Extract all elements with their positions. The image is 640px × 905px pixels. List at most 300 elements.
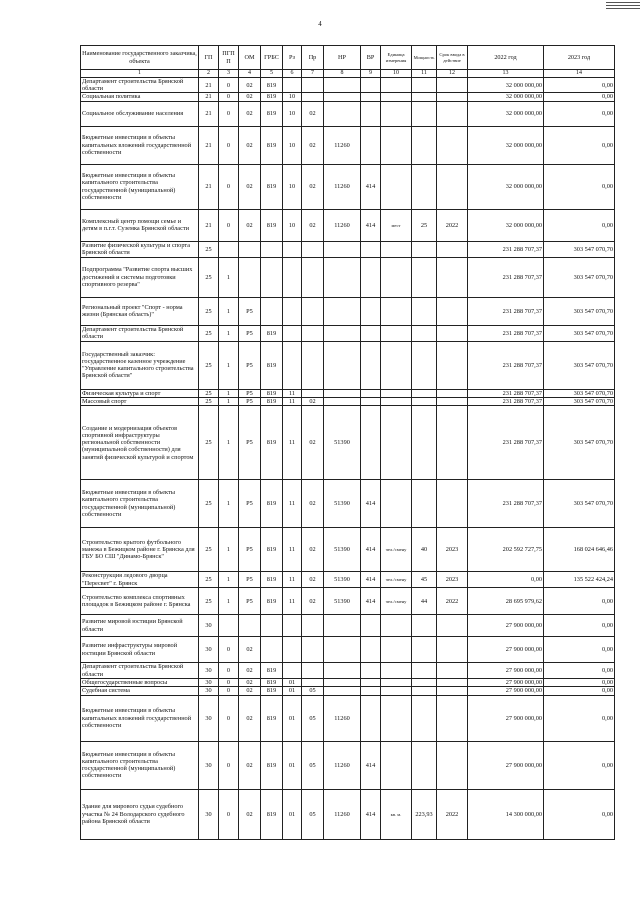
cell-nr: 51390 — [324, 406, 361, 480]
cell-term — [437, 78, 468, 93]
cell-unit — [381, 679, 412, 687]
cell-vr: 414 — [361, 480, 381, 528]
column-number: 12 — [437, 70, 468, 78]
cell-pr: 05 — [302, 687, 324, 695]
cell-term — [437, 101, 468, 126]
header-term: Срок ввода в действие — [437, 46, 468, 70]
table-row — [81, 528, 615, 572]
cell-om: P5 — [239, 389, 261, 397]
cell-pgp: 1 — [219, 397, 239, 405]
cell-pr — [302, 615, 324, 637]
cell-capacity — [412, 164, 437, 209]
cell-om: P5 — [239, 572, 261, 588]
cell-om: 02 — [239, 741, 261, 789]
cell-unit — [381, 687, 412, 695]
table-row — [81, 406, 615, 480]
cell-grbs: 819 — [261, 78, 283, 93]
header-nr: НР — [324, 46, 361, 70]
cell-2023: 0,00 — [544, 101, 615, 126]
cell-om: P5 — [239, 406, 261, 480]
column-number-row — [81, 70, 615, 78]
cell-name: Бюджетные инвестиции в объекты капитальных вложений государственной собственности — [81, 695, 199, 741]
cell-pgp: 1 — [219, 257, 239, 297]
cell-unit — [381, 663, 412, 679]
table-row — [81, 164, 615, 209]
table-row — [81, 389, 615, 397]
cell-capacity — [412, 615, 437, 637]
cell-capacity — [412, 406, 437, 480]
column-number: 2 — [199, 70, 219, 78]
cell-grbs: 819 — [261, 528, 283, 572]
cell-2023: 0,00 — [544, 78, 615, 93]
cell-pr: 02 — [302, 406, 324, 480]
cell-vr — [361, 78, 381, 93]
cell-grbs: 819 — [261, 397, 283, 405]
cell-pr — [302, 679, 324, 687]
cell-om: 02 — [239, 78, 261, 93]
cell-unit — [381, 164, 412, 209]
cell-name: Бюджетные инвестиции в объекты капитального строительства государственной (муниципальной) собственности — [81, 741, 199, 789]
cell-pgp: 1 — [219, 325, 239, 341]
cell-nr — [324, 257, 361, 297]
column-number: 14 — [544, 70, 615, 78]
cell-term: 2022 — [437, 209, 468, 241]
cell-unit: мест — [381, 209, 412, 241]
cell-nr — [324, 297, 361, 325]
cell-om: 02 — [239, 93, 261, 101]
table-row — [81, 341, 615, 389]
cell-capacity: 44 — [412, 588, 437, 615]
cell-grbs: 819 — [261, 741, 283, 789]
cell-unit — [381, 126, 412, 164]
cell-gp: 21 — [199, 164, 219, 209]
cell-term: 2022 — [437, 588, 468, 615]
cell-name: Физическая культура и спорт — [81, 389, 199, 397]
cell-pr — [302, 241, 324, 257]
cell-grbs: 819 — [261, 101, 283, 126]
cell-capacity: 223,93 — [412, 789, 437, 839]
column-number: 1 — [81, 70, 199, 78]
cell-grbs: 819 — [261, 406, 283, 480]
cell-term — [437, 679, 468, 687]
cell-vr: 414 — [361, 741, 381, 789]
cell-pr: 02 — [302, 101, 324, 126]
cell-term — [437, 687, 468, 695]
column-number: 3 — [219, 70, 239, 78]
cell-vr — [361, 679, 381, 687]
cell-rz: 10 — [283, 101, 302, 126]
cell-rz: 10 — [283, 126, 302, 164]
cell-name: Социальная политика — [81, 93, 199, 101]
cell-pr — [302, 257, 324, 297]
cell-capacity — [412, 741, 437, 789]
cell-vr — [361, 389, 381, 397]
cell-name: Здание для мирового судьи судебного участка № 24 Володарского судебного района Брянской области — [81, 789, 199, 839]
cell-nr: 11260 — [324, 164, 361, 209]
cell-2022: 27 900 000,00 — [468, 679, 544, 687]
cell-2023: 0,00 — [544, 164, 615, 209]
table-row — [81, 397, 615, 405]
cell-rz: 11 — [283, 480, 302, 528]
cell-pgp: 0 — [219, 209, 239, 241]
cell-grbs: 819 — [261, 480, 283, 528]
cell-2023: 0,00 — [544, 741, 615, 789]
cell-om: P5 — [239, 480, 261, 528]
table-row — [81, 687, 615, 695]
cell-pgp: 1 — [219, 572, 239, 588]
cell-grbs: 819 — [261, 588, 283, 615]
cell-pgp: 0 — [219, 789, 239, 839]
header-name: Наименование государственного заказчика, объекта — [81, 46, 199, 70]
cell-nr — [324, 101, 361, 126]
cell-om: 02 — [239, 126, 261, 164]
cell-unit — [381, 257, 412, 297]
cell-gp: 21 — [199, 126, 219, 164]
cell-om: 02 — [239, 679, 261, 687]
cell-unit: кв. м. — [381, 789, 412, 839]
cell-unit: чел./смену — [381, 588, 412, 615]
cell-pgp: 1 — [219, 528, 239, 572]
table-row — [81, 209, 615, 241]
cell-name: Бюджетные инвестиции в объекты капитального строительства государственной (муниципальной) собственности — [81, 480, 199, 528]
cell-om: P5 — [239, 397, 261, 405]
cell-gp: 21 — [199, 209, 219, 241]
cell-term — [437, 325, 468, 341]
cell-capacity — [412, 241, 437, 257]
cell-pgp: 1 — [219, 480, 239, 528]
cell-capacity: 40 — [412, 528, 437, 572]
cell-capacity — [412, 695, 437, 741]
header-capacity: Мощность — [412, 46, 437, 70]
cell-gp: 21 — [199, 93, 219, 101]
cell-grbs: 819 — [261, 93, 283, 101]
cell-rz — [283, 257, 302, 297]
cell-vr: 414 — [361, 789, 381, 839]
cell-term — [437, 241, 468, 257]
cell-2022: 27 900 000,00 — [468, 741, 544, 789]
cell-gp: 30 — [199, 615, 219, 637]
cell-pr: 02 — [302, 397, 324, 405]
cell-om: 02 — [239, 789, 261, 839]
cell-rz — [283, 341, 302, 389]
cell-term: 2023 — [437, 572, 468, 588]
cell-unit — [381, 480, 412, 528]
cell-2022: 231 288 707,37 — [468, 389, 544, 397]
cell-vr — [361, 325, 381, 341]
cell-unit — [381, 241, 412, 257]
cell-pgp — [219, 241, 239, 257]
cell-2023: 0,00 — [544, 637, 615, 663]
cell-vr: 414 — [361, 572, 381, 588]
cell-pgp — [219, 615, 239, 637]
cell-pgp: 0 — [219, 93, 239, 101]
cell-gp: 25 — [199, 397, 219, 405]
cell-2023: 135 522 424,24 — [544, 572, 615, 588]
cell-2022: 32 000 000,00 — [468, 164, 544, 209]
table-row — [81, 297, 615, 325]
cell-grbs — [261, 257, 283, 297]
table-row — [81, 572, 615, 588]
column-number: 6 — [283, 70, 302, 78]
cell-om — [239, 241, 261, 257]
cell-unit — [381, 93, 412, 101]
cell-unit — [381, 397, 412, 405]
cell-nr — [324, 389, 361, 397]
header-pr: Пр — [302, 46, 324, 70]
cell-name: Судебная система — [81, 687, 199, 695]
cell-nr: 11260 — [324, 695, 361, 741]
cell-grbs — [261, 615, 283, 637]
cell-term — [437, 637, 468, 663]
cell-2022: 231 288 707,37 — [468, 297, 544, 325]
cell-gp: 25 — [199, 241, 219, 257]
cell-2022: 27 900 000,00 — [468, 663, 544, 679]
cell-pgp: 0 — [219, 741, 239, 789]
table-row — [81, 679, 615, 687]
cell-name: Департамент строительства Брянской области — [81, 78, 199, 93]
cell-om — [239, 615, 261, 637]
cell-om: P5 — [239, 588, 261, 615]
cell-name: Социальное обслуживание населения — [81, 101, 199, 126]
column-number: 8 — [324, 70, 361, 78]
cell-nr — [324, 615, 361, 637]
cell-term — [437, 741, 468, 789]
cell-capacity — [412, 389, 437, 397]
cell-nr — [324, 78, 361, 93]
cell-grbs: 819 — [261, 687, 283, 695]
cell-rz: 10 — [283, 209, 302, 241]
cell-nr — [324, 341, 361, 389]
cell-rz — [283, 615, 302, 637]
cell-vr — [361, 663, 381, 679]
cell-term — [437, 695, 468, 741]
cell-om: 02 — [239, 687, 261, 695]
cell-2023: 303 547 070,70 — [544, 257, 615, 297]
cell-term: 2023 — [437, 528, 468, 572]
cell-term — [437, 257, 468, 297]
cell-term — [437, 341, 468, 389]
cell-grbs: 819 — [261, 695, 283, 741]
cell-om — [239, 257, 261, 297]
cell-rz: 11 — [283, 572, 302, 588]
cell-2022: 27 900 000,00 — [468, 615, 544, 637]
cell-gp: 25 — [199, 341, 219, 389]
cell-vr — [361, 101, 381, 126]
cell-name: Департамент строительства Брянской области — [81, 325, 199, 341]
cell-capacity — [412, 78, 437, 93]
cell-grbs: 819 — [261, 341, 283, 389]
table-row — [81, 637, 615, 663]
cell-capacity — [412, 257, 437, 297]
cell-rz — [283, 637, 302, 663]
cell-vr: 414 — [361, 588, 381, 615]
cell-nr — [324, 325, 361, 341]
cell-gp: 30 — [199, 637, 219, 663]
cell-2023: 0,00 — [544, 663, 615, 679]
cell-unit — [381, 341, 412, 389]
cell-rz: 01 — [283, 679, 302, 687]
cell-rz — [283, 297, 302, 325]
cell-2023: 303 547 070,70 — [544, 341, 615, 389]
cell-unit — [381, 741, 412, 789]
cell-2022: 202 592 727,75 — [468, 528, 544, 572]
cell-pr: 02 — [302, 126, 324, 164]
cell-2022: 27 900 000,00 — [468, 637, 544, 663]
column-number: 10 — [381, 70, 412, 78]
cell-nr: 11260 — [324, 741, 361, 789]
header-grbs: ГРБС — [261, 46, 283, 70]
cell-pr — [302, 325, 324, 341]
cell-om: 02 — [239, 164, 261, 209]
cell-pgp: 0 — [219, 637, 239, 663]
column-number: 5 — [261, 70, 283, 78]
cell-2022: 28 695 979,62 — [468, 588, 544, 615]
cell-nr — [324, 679, 361, 687]
column-number: 4 — [239, 70, 261, 78]
cell-vr — [361, 637, 381, 663]
cell-2023: 0,00 — [544, 126, 615, 164]
cell-gp: 30 — [199, 741, 219, 789]
header-row — [81, 46, 615, 70]
cell-grbs: 819 — [261, 126, 283, 164]
cell-nr: 11260 — [324, 209, 361, 241]
cell-pr — [302, 389, 324, 397]
cell-term — [437, 615, 468, 637]
cell-unit — [381, 637, 412, 663]
cell-term — [437, 93, 468, 101]
cell-name: Массовый спорт — [81, 397, 199, 405]
cell-vr — [361, 297, 381, 325]
cell-pr — [302, 341, 324, 389]
cell-vr — [361, 93, 381, 101]
cell-2022: 32 000 000,00 — [468, 209, 544, 241]
cell-rz: 01 — [283, 687, 302, 695]
cell-pr — [302, 663, 324, 679]
cell-pgp: 1 — [219, 341, 239, 389]
cell-om: P5 — [239, 528, 261, 572]
cell-gp: 30 — [199, 789, 219, 839]
cell-grbs: 819 — [261, 209, 283, 241]
cell-unit — [381, 78, 412, 93]
cell-2023: 0,00 — [544, 679, 615, 687]
cell-gp: 25 — [199, 389, 219, 397]
cell-2023: 303 547 070,70 — [544, 389, 615, 397]
cell-pgp: 0 — [219, 663, 239, 679]
cell-2022: 231 288 707,37 — [468, 480, 544, 528]
cell-nr: 51390 — [324, 588, 361, 615]
cell-2022: 231 288 707,37 — [468, 341, 544, 389]
cell-gp: 25 — [199, 480, 219, 528]
cell-term — [437, 164, 468, 209]
cell-om: 02 — [239, 637, 261, 663]
cell-rz: 11 — [283, 406, 302, 480]
cell-2022: 231 288 707,37 — [468, 257, 544, 297]
cell-name: Развитие инфраструктуры мировой юстиции Брянской области — [81, 637, 199, 663]
cell-2023: 303 547 070,70 — [544, 241, 615, 257]
cell-rz: 01 — [283, 741, 302, 789]
header-gp: ГП — [199, 46, 219, 70]
table-row — [81, 480, 615, 528]
cell-pgp: 0 — [219, 126, 239, 164]
cell-capacity — [412, 397, 437, 405]
cell-2023: 0,00 — [544, 209, 615, 241]
header-vr: ВР — [361, 46, 381, 70]
cell-capacity — [412, 687, 437, 695]
column-number: 7 — [302, 70, 324, 78]
cell-grbs: 819 — [261, 663, 283, 679]
cell-pr — [302, 637, 324, 663]
cell-capacity — [412, 663, 437, 679]
cell-term — [437, 397, 468, 405]
cell-term — [437, 480, 468, 528]
cell-nr: 11260 — [324, 126, 361, 164]
cell-2023: 303 547 070,70 — [544, 325, 615, 341]
table-row — [81, 789, 615, 839]
cell-term — [437, 126, 468, 164]
cell-name: Бюджетные инвестиции в объекты капитального строительства государственной (муниципальной) собственности — [81, 164, 199, 209]
cell-nr — [324, 687, 361, 695]
cell-gp: 30 — [199, 687, 219, 695]
cell-rz: 01 — [283, 695, 302, 741]
cell-vr — [361, 397, 381, 405]
cell-name: Комплексный центр помощи семье и детям в п.г.т. Суземка Брянской области — [81, 209, 199, 241]
header-pgp: ПГП П — [219, 46, 239, 70]
cell-vr — [361, 257, 381, 297]
cell-om: 02 — [239, 101, 261, 126]
cell-unit: чел./смену — [381, 528, 412, 572]
cell-vr — [361, 341, 381, 389]
cell-capacity — [412, 297, 437, 325]
cell-om: 02 — [239, 209, 261, 241]
cell-capacity — [412, 126, 437, 164]
cell-gp: 25 — [199, 588, 219, 615]
cell-2023: 303 547 070,70 — [544, 397, 615, 405]
cell-2023: 303 547 070,70 — [544, 297, 615, 325]
cell-vr: 414 — [361, 528, 381, 572]
cell-term — [437, 406, 468, 480]
cell-unit — [381, 615, 412, 637]
cell-name: Строительство комплекса спортивных площадок в Бежицком районе г. Брянска — [81, 588, 199, 615]
cell-2022: 231 288 707,37 — [468, 406, 544, 480]
cell-unit — [381, 101, 412, 126]
cell-grbs: 819 — [261, 679, 283, 687]
cell-2023: 168 024 646,46 — [544, 528, 615, 572]
cell-vr — [361, 695, 381, 741]
cell-pr: 02 — [302, 588, 324, 615]
cell-grbs: 819 — [261, 164, 283, 209]
cell-pgp: 1 — [219, 389, 239, 397]
cell-grbs — [261, 637, 283, 663]
table-row — [81, 101, 615, 126]
header-om: ОМ — [239, 46, 261, 70]
cell-pgp: 1 — [219, 406, 239, 480]
cell-rz — [283, 325, 302, 341]
cell-gp: 21 — [199, 78, 219, 93]
cell-vr: 414 — [361, 209, 381, 241]
cell-gp: 25 — [199, 297, 219, 325]
column-number: 13 — [468, 70, 544, 78]
cell-name: Создание и модернизация объектов спортивной инфраструктуры региональной собственности (муниципальной собственности) для занятий физической культурой и спортом — [81, 406, 199, 480]
table-row — [81, 78, 615, 93]
table-row — [81, 93, 615, 101]
cell-2022: 32 000 000,00 — [468, 78, 544, 93]
cell-2022: 231 288 707,37 — [468, 241, 544, 257]
header-2022: 2022 год — [468, 46, 544, 70]
cell-pr: 05 — [302, 789, 324, 839]
cell-rz: 11 — [283, 588, 302, 615]
cell-nr — [324, 637, 361, 663]
table-row — [81, 126, 615, 164]
